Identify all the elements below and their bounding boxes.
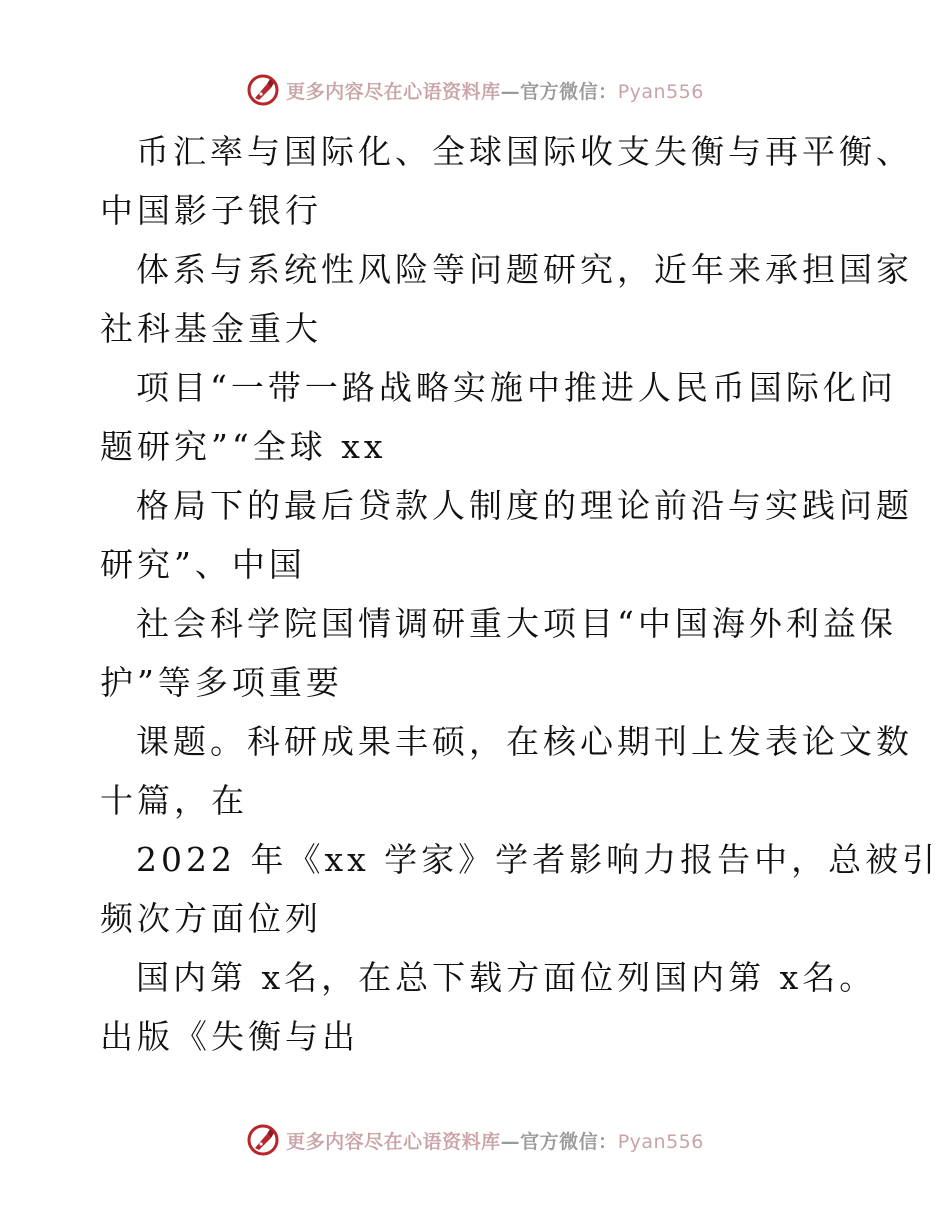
- body-line: 格局下的最后贷款人制度的理论前沿与实践问题: [136, 486, 913, 525]
- pen-nib-logo-icon: [246, 73, 280, 107]
- body-line: 国内第 x名，在总下载方面位列国内第 x名。: [136, 958, 877, 997]
- body-line: 社科基金重大: [100, 309, 322, 348]
- header-banner: [0, 70, 950, 110]
- body-line: 2022 年《xx 学家》学者影响力报告中，总被引: [136, 840, 940, 879]
- header-wechat-id: Pyan556: [617, 80, 704, 103]
- footer-banner: [0, 1120, 950, 1160]
- body-line: 项目“一带一路战略实施中推进人民币国际化问: [136, 368, 897, 407]
- body-line: 课题。科研成果丰硕，在核心期刊上发表论文数: [136, 722, 913, 761]
- document-body: [100, 122, 940, 1066]
- header-label-text: —官方微信：: [500, 80, 618, 103]
- body-line: 护”等多项重要: [100, 663, 343, 702]
- pen-nib-logo-icon: [246, 1123, 280, 1157]
- footer-wechat-id: Pyan556: [617, 1130, 704, 1153]
- header-site-text: 更多内容尽在心语资料库: [286, 80, 501, 103]
- body-line: 社会科学院国情调研重大项目“中国海外利益保: [136, 604, 897, 643]
- body-line: 体系与系统性风险等问题研究，近年来承担国家: [136, 250, 913, 289]
- footer-site-text: 更多内容尽在心语资料库: [286, 1130, 501, 1153]
- body-line: 研究”、中国: [100, 545, 306, 584]
- body-line: 币汇率与国际化、全球国际收支失衡与再平衡、: [136, 132, 913, 171]
- body-line: 中国影子银行: [100, 191, 322, 230]
- body-line: 题研究”“全球 xx: [100, 427, 387, 466]
- body-line: 十篇，在: [100, 781, 248, 820]
- body-line: 出版《失衡与出: [100, 1017, 359, 1056]
- header-banner-text: [286, 77, 704, 104]
- body-line: 频次方面位列: [100, 899, 322, 938]
- footer-banner-text: [286, 1127, 704, 1154]
- footer-label-text: —官方微信：: [500, 1130, 618, 1153]
